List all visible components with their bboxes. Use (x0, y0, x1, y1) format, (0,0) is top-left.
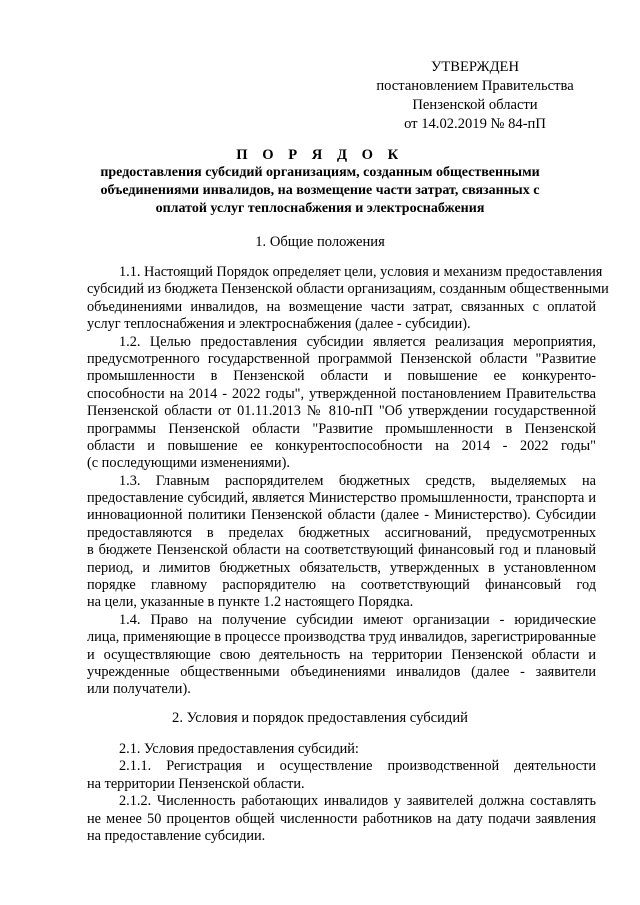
paragraph-line: способности на 2014 - 2022 годы", утвержденной постановлением Правительства (87, 385, 596, 402)
paragraph-line: предоставляются в пределах бюджетных ассигнований, предусмотренных (87, 524, 596, 541)
paragraph-line: инновационной политики Пензенской области (далее - Министерство). Субсидии (87, 507, 596, 524)
approval-stamp (360, 58, 590, 134)
paragraph-line: области и повышение ее конкурентоспособности на 2014 - 2022 годы" (87, 437, 596, 454)
paragraph-line: на цели, указанные в пункте 1.2 настоящего Порядка. (87, 594, 414, 611)
section-1-body (87, 264, 609, 699)
paragraph-line: 2.1.1. Регистрация и осуществление производственной деятельности (119, 758, 596, 775)
paragraph-line: и осуществляющие свою деятельность на территории Пензенской области и (87, 646, 596, 663)
section-2-body (87, 741, 596, 845)
paragraph-line: 1.2. Целью предоставления субсидии является реализация мероприятия, (119, 333, 596, 350)
paragraph-line: период, и лимитов бюджетных обязательств, утвержденных в установленном (87, 559, 596, 576)
paragraph-line: объединениями инвалидов, на возмещение части затрат, связанных с оплатой (87, 298, 596, 315)
paragraph-line: на территории Пензенской области. (87, 775, 305, 792)
paragraph-line: 2.1. Условия предоставления субсидий: (119, 741, 359, 757)
paragraph-line: 2.1.2. Численность работающих инвалидов у заявителей должна составлять (119, 793, 596, 810)
subtitle-line: объединениями инвалидов, на возмещение части затрат, связанных с (100, 183, 540, 198)
section-heading: 1. Общие положения (255, 234, 385, 250)
document-title: П О Р Я Д О К (236, 147, 404, 163)
document-subtitle (100, 164, 540, 218)
paragraph-line: учрежденные общественными объединениями инвалидов (далее - заявители (87, 663, 596, 680)
subtitle-line: предоставления субсидий организациям, созданным общественными (100, 165, 540, 180)
paragraph-line: предоставление субсидий, является Министерство промышленности, транспорта и (87, 490, 596, 507)
paragraph-line: 1.4. Право на получение субсидии имеют организации - юридические (119, 611, 596, 628)
paragraph-line: 1.3. Главным распорядителем бюджетных средств, выделяемых на (119, 472, 596, 489)
approval-line: Пензенской области (412, 97, 538, 113)
paragraph-line: предусмотренного государственной программой Пензенской области "Развитие (87, 350, 596, 367)
approval-line: от 14.02.2019 № 84-пП (404, 116, 546, 132)
approval-line: постановлением Правительства (376, 78, 574, 94)
paragraph-line: программы Пензенской области "Развитие промышленности в Пензенской (87, 420, 596, 437)
paragraph-line: 1.1. Настоящий Порядок определяет цели, условия и механизм предоставления (119, 264, 603, 280)
paragraph-line: лица, применяющие в процессе производства труд инвалидов, зарегистрированные (87, 629, 596, 646)
paragraph-line: порядке главному распорядителю на соответствующий финансовый год (87, 577, 596, 594)
paragraph-line: Пензенской области от 01.11.2013 № 810-пП "Об утверждении государственной (87, 403, 596, 420)
subtitle-line: оплатой услуг теплоснабжения и электроснабжения (155, 201, 485, 216)
paragraph-line: на предоставление субсидии. (87, 827, 266, 844)
paragraph-line: субсидий из бюджета Пензенской области организациям, созданным общественными (87, 281, 609, 298)
paragraph-line: или получатели). (87, 681, 191, 698)
paragraph-line: промышленности в Пензенской области и повышение ее конкуренто- (87, 368, 596, 385)
approval-line: УТВЕРЖДЕН (431, 59, 519, 75)
section-heading: 2. Условия и порядок предоставления субсидий (172, 710, 468, 726)
paragraph-line: (с последующими изменениями). (87, 455, 290, 472)
paragraph-line: услуг теплоснабжения и электроснабжения (далее - субсидии). (87, 316, 471, 333)
paragraph-line: в бюджете Пензенской области на соответствующий финансовый год и плановый (87, 542, 596, 559)
paragraph-line: не менее 50 процентов общей численности работников на дату подачи заявления (87, 810, 596, 827)
